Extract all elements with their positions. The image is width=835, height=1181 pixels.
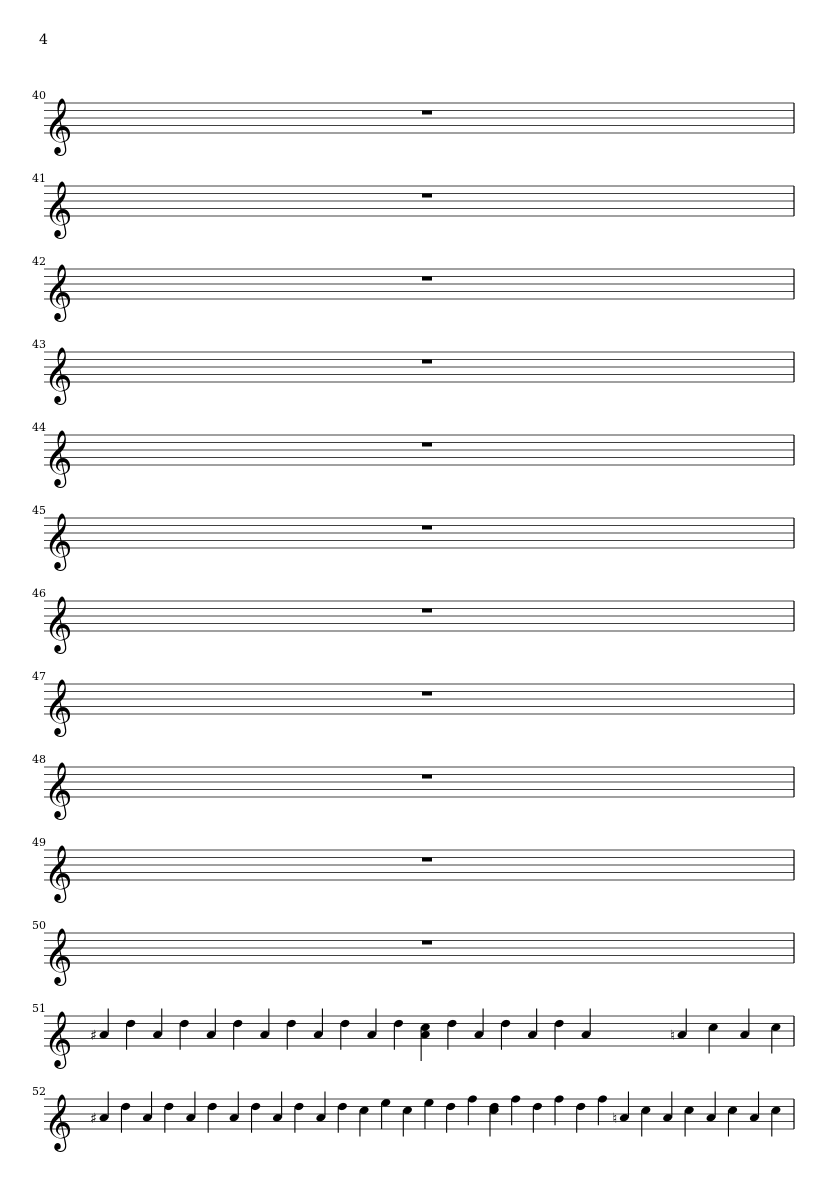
whole-rest-icon: [422, 194, 432, 198]
staff-system-52: [32, 1085, 794, 1152]
note: [250, 1102, 261, 1133]
staff-system-45: [32, 504, 794, 571]
staff-system-47: [32, 670, 794, 737]
note: [359, 1105, 370, 1136]
measure-number: 51: [32, 1002, 46, 1015]
treble-clef-icon: 𝄞: [44, 347, 73, 403]
note: [229, 1092, 240, 1123]
note: [708, 1022, 719, 1053]
measure-number: 48: [32, 753, 46, 766]
note: [272, 1092, 283, 1123]
note: [554, 1094, 565, 1125]
staff-system-40: [32, 89, 794, 156]
measure-number: 52: [32, 1085, 46, 1098]
natural-icon: ♮: [612, 1110, 618, 1127]
measure-number: 43: [32, 338, 46, 351]
measure-number: 44: [32, 421, 46, 434]
treble-clef-icon: 𝄞: [44, 679, 73, 735]
note: [581, 1009, 592, 1040]
staff-system-41: [32, 172, 794, 239]
note: [315, 1092, 326, 1123]
note: [125, 1019, 136, 1050]
measure-number: 49: [32, 836, 46, 849]
note: [120, 1102, 131, 1133]
note: [402, 1105, 413, 1136]
note: [727, 1105, 738, 1136]
page-number: 4: [39, 32, 48, 48]
whole-rest-icon: [422, 609, 432, 613]
note: [142, 1092, 153, 1123]
treble-clef-icon: 𝄞: [44, 513, 73, 569]
whole-rest-icon: [422, 443, 432, 447]
sharp-icon: ♯: [90, 1027, 97, 1044]
note: [640, 1105, 651, 1136]
note: [259, 1009, 270, 1040]
staff-system-46: [32, 587, 794, 654]
staff-system-43: [32, 338, 794, 405]
staff-system-48: [32, 753, 794, 820]
note: [532, 1102, 543, 1133]
note: [445, 1102, 456, 1133]
note: [366, 1009, 377, 1040]
treble-clef-icon: 𝄞: [44, 1094, 73, 1150]
note: [337, 1102, 348, 1133]
staff-system-50: [32, 919, 794, 986]
note: [380, 1098, 391, 1129]
measure-number: 40: [32, 89, 46, 102]
whole-rest-icon: [422, 360, 432, 364]
note: [500, 1019, 511, 1050]
staff-system-49: [32, 836, 794, 903]
note: [179, 1019, 190, 1050]
note: [340, 1019, 351, 1050]
note: [420, 1022, 431, 1061]
measure-number: 41: [32, 172, 46, 185]
note: [313, 1009, 324, 1040]
measure-number: 45: [32, 504, 46, 517]
note: [424, 1098, 435, 1129]
whole-rest-icon: [422, 692, 432, 696]
note: [232, 1019, 243, 1050]
note: [489, 1102, 500, 1137]
note: [206, 1009, 217, 1040]
staff-system-51: [32, 1002, 794, 1069]
note: [152, 1009, 163, 1040]
note: [473, 1009, 484, 1040]
whole-rest-icon: [422, 858, 432, 862]
staff-system-44: [32, 421, 794, 488]
note: [286, 1019, 297, 1050]
note: [739, 1009, 750, 1040]
note: [393, 1019, 404, 1050]
treble-clef-icon: 𝄞: [44, 1011, 73, 1067]
whole-rest-icon: [422, 111, 432, 115]
staff-system-42: [32, 255, 794, 322]
note: [164, 1102, 175, 1133]
note: [662, 1092, 673, 1123]
note: [207, 1102, 218, 1133]
note: [705, 1092, 716, 1123]
treble-clef-icon: 𝄞: [44, 98, 73, 154]
whole-rest-icon: [422, 277, 432, 281]
treble-clef-icon: 𝄞: [44, 845, 73, 901]
note: [749, 1092, 760, 1123]
whole-rest-icon: [422, 775, 432, 779]
treble-clef-icon: 𝄞: [44, 762, 73, 818]
natural-icon: ♮: [670, 1027, 676, 1044]
whole-rest-icon: [422, 526, 432, 530]
measure-number: 50: [32, 919, 46, 932]
note: [554, 1019, 565, 1050]
note: [597, 1094, 608, 1125]
note: [771, 1022, 782, 1053]
treble-clef-icon: 𝄞: [44, 264, 73, 320]
measure-number: 47: [32, 670, 46, 683]
treble-clef-icon: 𝄞: [44, 596, 73, 652]
note: [575, 1102, 586, 1133]
note: [467, 1094, 478, 1125]
note: [185, 1092, 196, 1123]
note: [771, 1105, 782, 1136]
treble-clef-icon: 𝄞: [44, 928, 73, 984]
note: [684, 1105, 695, 1136]
note: [447, 1019, 458, 1050]
treble-clef-icon: 𝄞: [44, 181, 73, 237]
note: [510, 1094, 521, 1125]
measure-number: 46: [32, 587, 46, 600]
whole-rest-icon: [422, 941, 432, 945]
note: [527, 1009, 538, 1040]
sharp-icon: ♯: [90, 1110, 97, 1127]
treble-clef-icon: 𝄞: [44, 430, 73, 486]
measure-number: 42: [32, 255, 46, 268]
note: [294, 1102, 305, 1133]
